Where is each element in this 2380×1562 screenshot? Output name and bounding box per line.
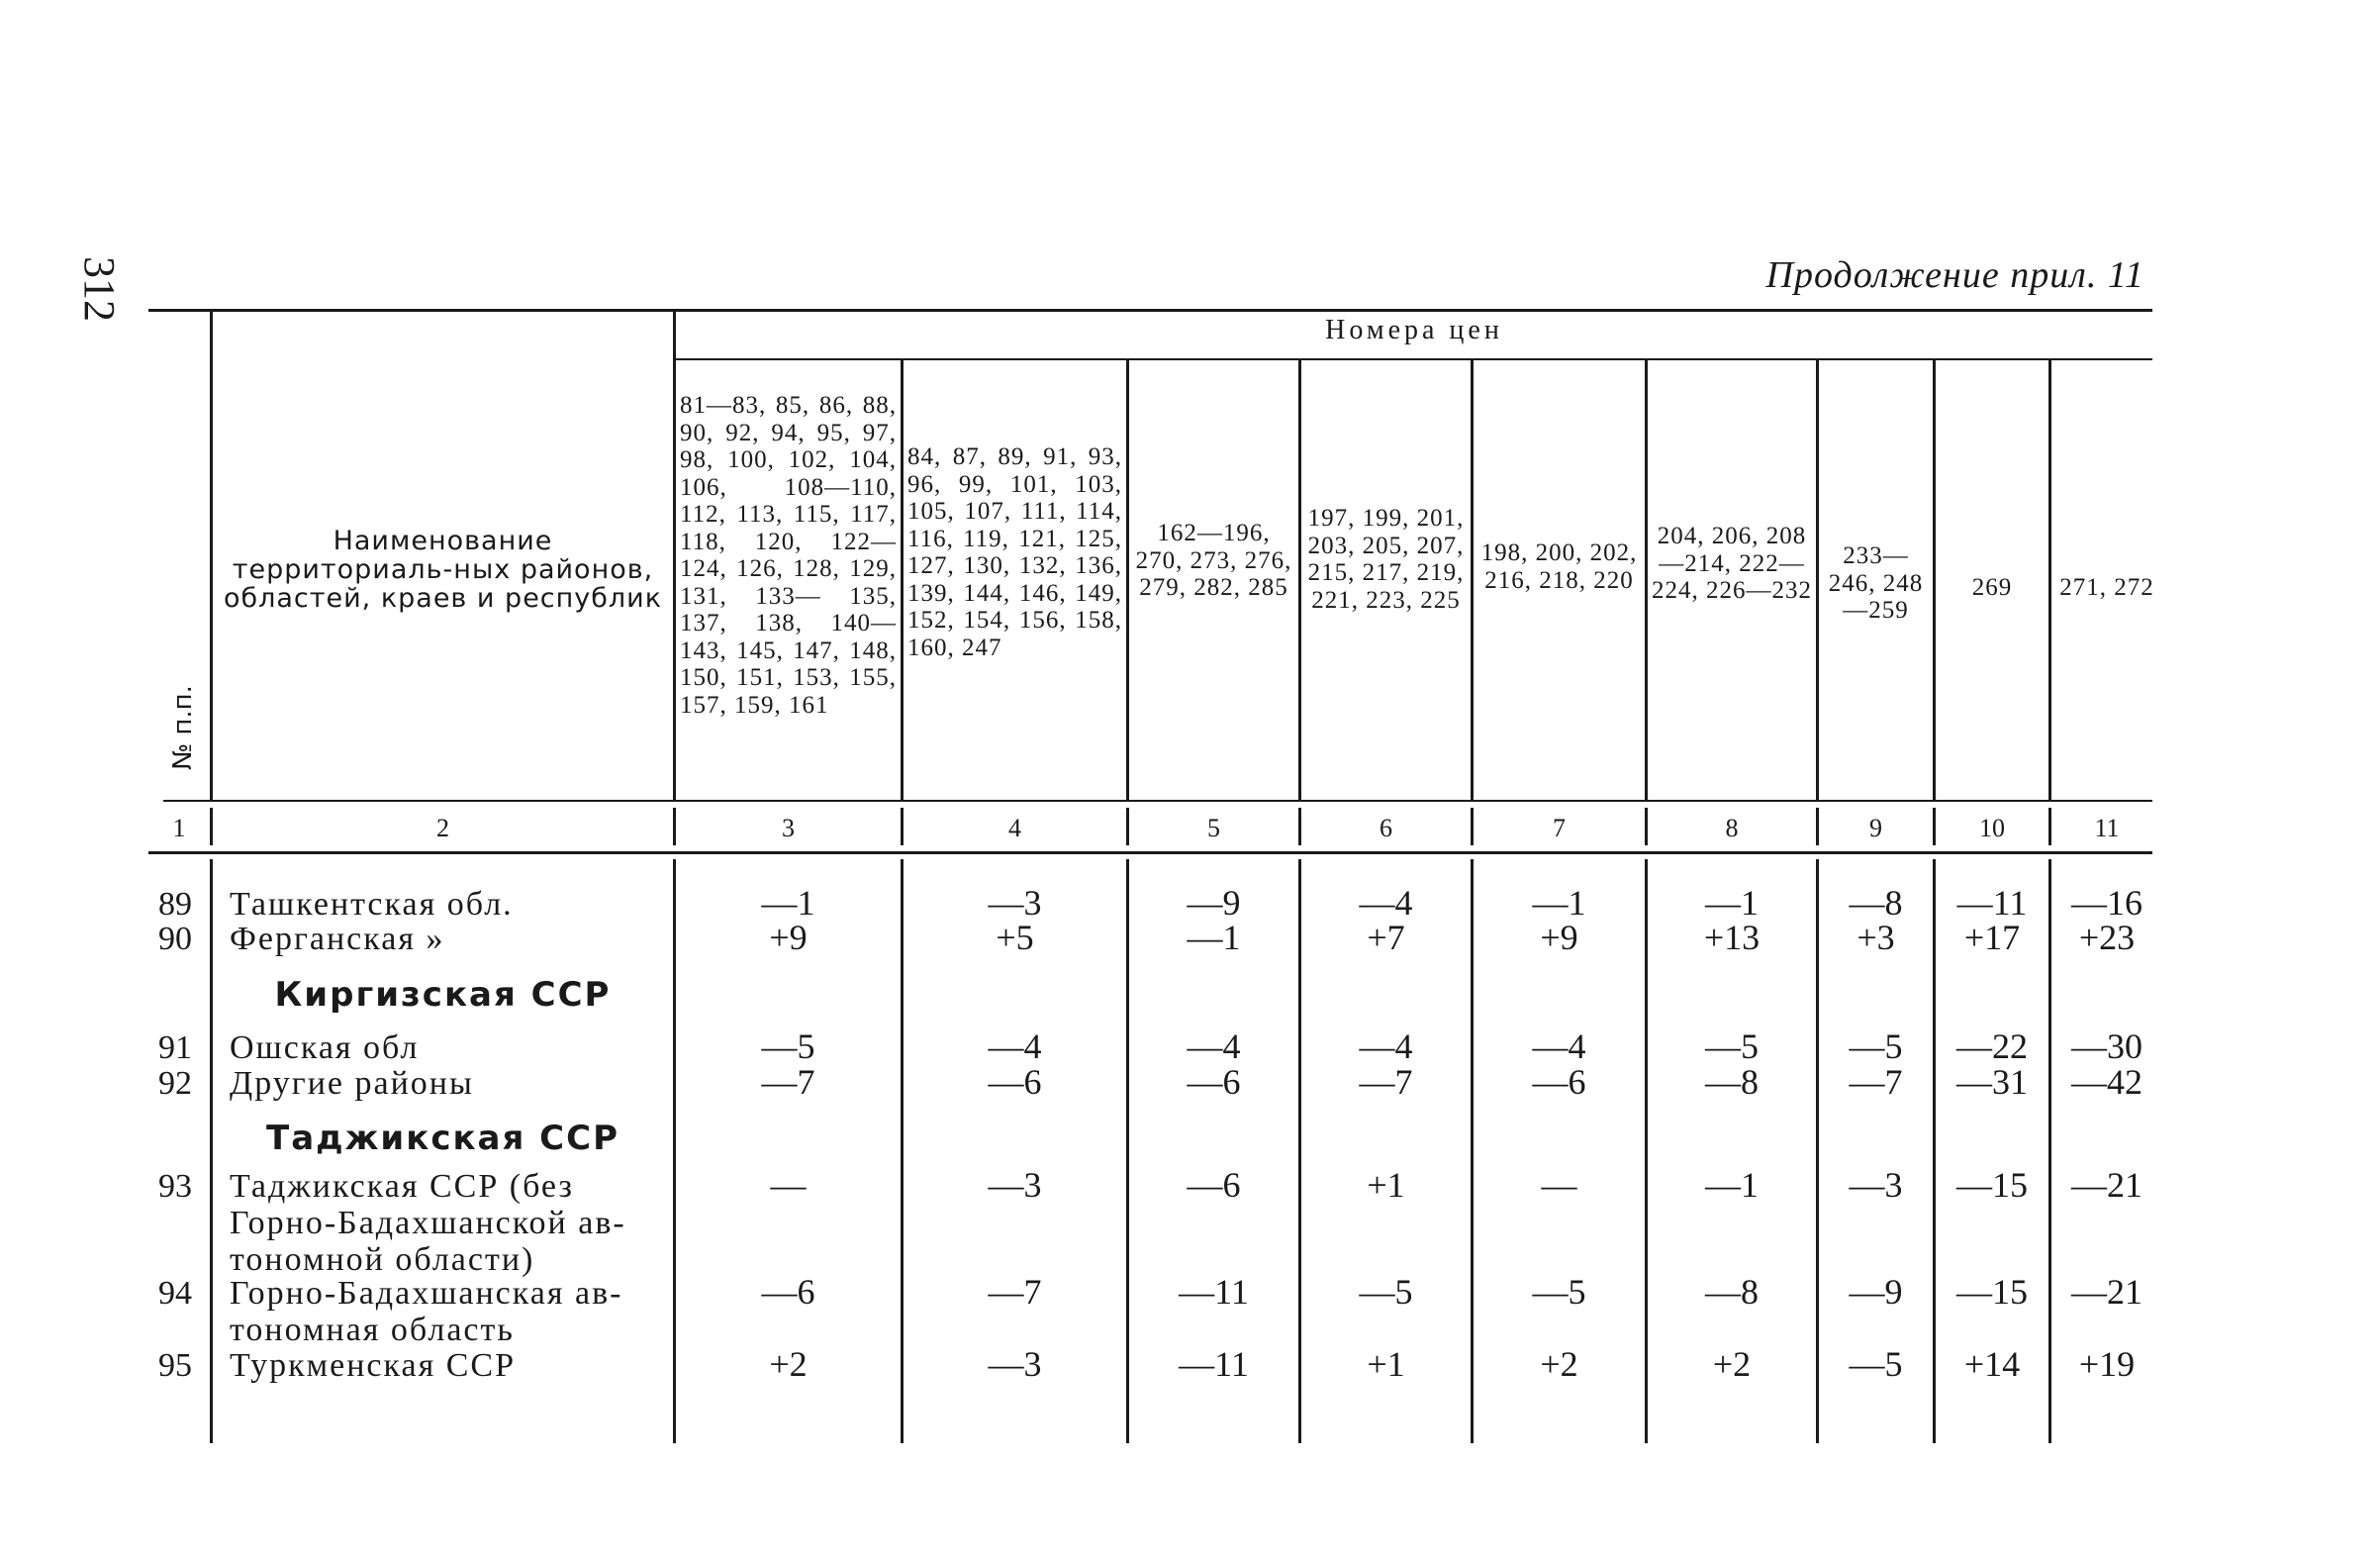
row-value: +9 bbox=[1540, 918, 1578, 957]
row-value: —16 bbox=[2071, 883, 2142, 923]
row-value: —3 bbox=[988, 1165, 1042, 1205]
row-value: +14 bbox=[1963, 1344, 2021, 1384]
continuation-caption: Продолжение прил. 11 bbox=[1765, 254, 2144, 296]
column-number-rule-top bbox=[163, 800, 2152, 802]
column-number-2: 2 bbox=[436, 814, 449, 842]
price-column-header-8: 204, 206, 208—214, 222—224, 226—232 bbox=[1652, 523, 1812, 604]
row-value: +5 bbox=[996, 918, 1034, 957]
row-value: —11 bbox=[1956, 883, 2028, 923]
row-value: —3 bbox=[988, 883, 1042, 923]
row-name: Другие районы bbox=[230, 1065, 474, 1102]
header-col-rule bbox=[210, 309, 213, 800]
header-col-rule bbox=[2048, 358, 2051, 800]
row-name: Ташкентская обл. bbox=[230, 886, 514, 923]
row-value: +17 bbox=[1963, 918, 2021, 957]
row-value: —4 bbox=[1359, 1026, 1413, 1066]
row-value: —1 bbox=[1705, 1165, 1759, 1205]
row-value: —5 bbox=[761, 1026, 815, 1066]
row-value: +2 bbox=[1540, 1344, 1578, 1384]
header-col-rule bbox=[1816, 358, 1819, 800]
row-value: —21 bbox=[2071, 1165, 2142, 1205]
header-col-rule bbox=[1645, 358, 1648, 800]
row-value: —8 bbox=[1705, 1062, 1759, 1102]
row-value: —1 bbox=[761, 883, 815, 923]
column-number-5: 5 bbox=[1207, 814, 1220, 842]
row-number: 94 bbox=[158, 1275, 192, 1312]
column-number-7: 7 bbox=[1553, 814, 1566, 842]
row-value: —9 bbox=[1187, 883, 1241, 923]
header-col-rule bbox=[901, 358, 904, 800]
row-value: —6 bbox=[761, 1272, 815, 1312]
price-column-header-11: 271, 272 bbox=[2059, 574, 2154, 601]
price-column-header-10: 269 bbox=[1971, 574, 2013, 601]
row-value: — bbox=[770, 1165, 807, 1205]
row-value: —4 bbox=[1359, 883, 1413, 923]
header-col-rule bbox=[1126, 358, 1129, 800]
row-name: Ферганская » bbox=[230, 921, 445, 957]
price-column-header-7: 198, 200, 202, 216, 218, 220 bbox=[1480, 539, 1638, 594]
row-value: —31 bbox=[1956, 1062, 2028, 1102]
row-value: —7 bbox=[1849, 1062, 1903, 1102]
row-value: —3 bbox=[1849, 1165, 1903, 1205]
row-value: —6 bbox=[1532, 1062, 1586, 1102]
row-value: +1 bbox=[1367, 1165, 1405, 1205]
row-value: +1 bbox=[1367, 1344, 1405, 1384]
row-number: 90 bbox=[158, 921, 192, 957]
row-number: 95 bbox=[158, 1347, 192, 1384]
column-number-10: 10 bbox=[1979, 814, 2005, 842]
row-value: —7 bbox=[988, 1272, 1042, 1312]
row-number: 89 bbox=[158, 886, 192, 923]
row-name: Таджикская ССР (без Горно-Бадахшанской ав- тономной области) bbox=[230, 1168, 626, 1278]
row-value: —15 bbox=[1956, 1272, 2028, 1312]
region-heading: Киргизская ССР bbox=[274, 975, 612, 1015]
header-col-rule bbox=[673, 309, 676, 800]
price-column-header-3: 81—83, 85, 86, 88, 90, 92, 94, 95, 97, 98, 100, 102, 104, 106, 108—110, 112, 113, 115, 117, 118, 120, 122— 124, 126, 128, 129, 131, 133— 135, 137, 138, 140—143, 145, 147, 148, 150, 151, 153, 155, 157, 159, 161 bbox=[680, 392, 897, 719]
row-value: —21 bbox=[2071, 1272, 2142, 1312]
row-value: +19 bbox=[2078, 1344, 2136, 1384]
row-value: —5 bbox=[1359, 1272, 1413, 1312]
row-value: +23 bbox=[2078, 918, 2136, 957]
row-value: —5 bbox=[1705, 1026, 1759, 1066]
table-top-rule bbox=[148, 309, 2152, 312]
row-value: —1 bbox=[1187, 918, 1241, 957]
column-number-4: 4 bbox=[1008, 814, 1021, 842]
column-number-8: 8 bbox=[1725, 814, 1739, 842]
price-numbers-header: Номера цен bbox=[1325, 315, 1503, 345]
page-number: 312 bbox=[75, 256, 124, 322]
row-number: 93 bbox=[158, 1168, 192, 1205]
row-value: —15 bbox=[1956, 1165, 2028, 1205]
row-value: +9 bbox=[769, 918, 808, 957]
column-number-1: 1 bbox=[172, 814, 186, 842]
price-column-header-5: 162—196, 270, 273, 276, 279, 282, 285 bbox=[1135, 520, 1292, 601]
npp-header: № п.п. bbox=[168, 685, 198, 770]
price-header-rule bbox=[676, 358, 2152, 360]
price-column-header-9: 233— 246, 248—259 bbox=[1828, 542, 1924, 624]
column-number-3: 3 bbox=[782, 814, 795, 842]
row-number: 91 bbox=[158, 1029, 192, 1066]
row-value: +3 bbox=[1856, 918, 1895, 957]
row-value: —8 bbox=[1849, 883, 1903, 923]
row-value: —3 bbox=[988, 1344, 1042, 1384]
column-number-rule-bottom bbox=[148, 851, 2152, 854]
row-value: —5 bbox=[1849, 1344, 1903, 1384]
row-value: — bbox=[1541, 1165, 1577, 1205]
row-value: —6 bbox=[1187, 1165, 1241, 1205]
row-name: Горно-Бадахшанская ав- тономная область bbox=[230, 1275, 623, 1348]
row-name: Туркменская ССР bbox=[230, 1347, 516, 1384]
header-col-rule bbox=[1298, 358, 1301, 800]
row-value: +13 bbox=[1703, 918, 1761, 957]
row-value: —9 bbox=[1849, 1272, 1903, 1312]
row-value: —11 bbox=[1179, 1272, 1249, 1312]
row-value: —1 bbox=[1705, 883, 1759, 923]
price-column-header-6: 197, 199, 201, 203, 205, 207, 215, 217, 219, 221, 223, 225 bbox=[1307, 505, 1465, 614]
row-value: —1 bbox=[1532, 883, 1586, 923]
row-value: —4 bbox=[1187, 1026, 1241, 1066]
row-value: —6 bbox=[988, 1062, 1042, 1102]
row-value: —22 bbox=[1956, 1026, 2028, 1066]
name-column-header: Наименование территориаль-ных районов, областей, краев и республик bbox=[223, 526, 663, 614]
row-value: —8 bbox=[1705, 1272, 1759, 1312]
row-value: +2 bbox=[769, 1344, 808, 1384]
column-number-11: 11 bbox=[2094, 814, 2120, 842]
price-column-header-4: 84, 87, 89, 91, 93, 96, 99, 101, 103, 105, 107, 111, 114, 116, 119, 121, 125, 127, 130, 132, 136, 139, 144, 146, 149, 152, 154, 156, 158, 160, 247 bbox=[907, 443, 1122, 661]
row-value: —7 bbox=[1359, 1062, 1413, 1102]
header-col-rule bbox=[1471, 358, 1474, 800]
row-value: —42 bbox=[2071, 1062, 2142, 1102]
row-number: 92 bbox=[158, 1065, 192, 1102]
row-value: —5 bbox=[1532, 1272, 1586, 1312]
row-value: —7 bbox=[761, 1062, 815, 1102]
row-value: —4 bbox=[1532, 1026, 1586, 1066]
row-value: +2 bbox=[1712, 1344, 1752, 1384]
region-heading: Таджикская ССР bbox=[266, 1119, 619, 1158]
header-col-rule bbox=[1933, 358, 1936, 800]
row-value: —30 bbox=[2071, 1026, 2142, 1066]
row-value: —11 bbox=[1179, 1344, 1249, 1384]
row-value: —5 bbox=[1849, 1026, 1903, 1066]
row-value: +7 bbox=[1367, 918, 1405, 957]
column-number-9: 9 bbox=[1869, 814, 1882, 842]
row-value: —6 bbox=[1187, 1062, 1241, 1102]
row-value: —4 bbox=[988, 1026, 1042, 1066]
column-number-6: 6 bbox=[1380, 814, 1392, 842]
row-name: Ошская обл bbox=[230, 1029, 420, 1066]
